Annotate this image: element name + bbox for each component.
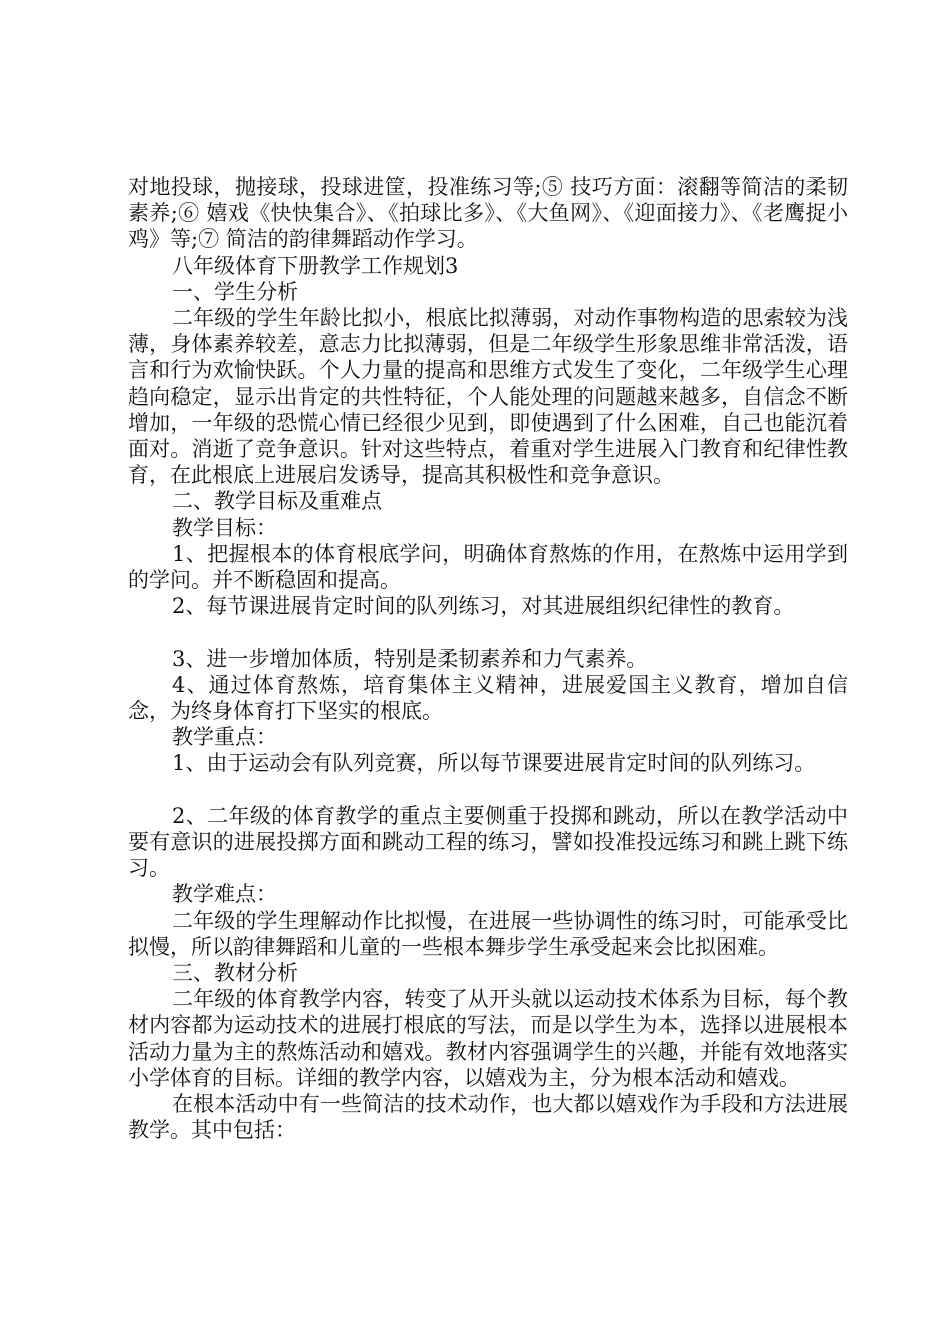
document-body	[128, 174, 848, 1143]
section-heading-goals: 二、教学目标及重难点	[172, 489, 382, 514]
goal-item-4: 4、通过体育熬炼，培育集体主义精神，进展爱国主义教育，增加自信念，为终身体育打下坚实的根底。	[128, 672, 848, 724]
subheading-teaching-goals: 教学目标：	[172, 515, 277, 540]
document-title: 八年级体育下册教学工作规划3	[172, 253, 459, 278]
goal-item-2: 2、每节课进展肯定时间的队列练习，对其进展组织纪律性的教育。	[172, 594, 795, 619]
paragraph-student-analysis: 二年级的学生年龄比拟小，根底比拟薄弱，对动作事物构造的思索较为浅薄，身体素养较差，意志力比拟薄弱，但是二年级学生形象思维非常活泼，语言和行为欢愉快跃。个人力量的提高和思维方式发生了变化，二年级学生心理趋向稳定，显示出肯定的共性特征，个人能处理的问题越来越多，自信念不断增加，一年级的恐慌心情已经很少见到，即使遇到了什么困难，自己也能沉着面对。消逝了竞争意识。针对这些特点，着重对学生进展入门教育和纪律性教育，在此根底上进展启发诱导，提高其积极性和竞争意识。	[128, 306, 848, 488]
paragraph-basic-activities: 在根本活动中有一些简洁的技术动作，也大都以嬉戏作为手段和方法进展教学。其中包括：	[128, 1092, 848, 1143]
section-heading-materials: 三、教材分析	[172, 961, 298, 986]
subheading-difficulties: 教学难点：	[172, 882, 277, 907]
blank-line	[128, 777, 848, 803]
paragraph-difficulties: 二年级的学生理解动作比拟慢，在进展一些协调性的练习时，可能承受比拟慢，所以韵律舞蹈和儿童的一些根本舞步学生承受起来会比拟困难。	[128, 908, 848, 959]
goal-item-3: 3、进一步增加体质，特别是柔韧素养和力气素养。	[172, 646, 648, 671]
subheading-key-points: 教学重点：	[172, 725, 277, 750]
section-heading-student-analysis: 一、学生分析	[172, 279, 298, 304]
goal-item-1: 1、把握根本的体育根底学问，明确体育熬炼的作用，在熬炼中运用学到的学问。并不断稳固和提高。	[128, 541, 848, 593]
paragraph-continuation: 对地投球，抛接球，投球进筐，投准练习等;⑤ 技巧方面：滚翻等简洁的柔韧素养;⑥ 嬉戏《快快集合》、《拍球比多》、《大鱼网》、《迎面接力》、《老鹰捉小鸡》等;⑦ 简洁的韵律舞蹈动作学习。	[128, 175, 848, 252]
blank-line	[128, 619, 848, 645]
paragraph-materials-analysis: 二年级的体育教学内容，转变了从开头就以运动技术体系为目标，每个教材内容都为运动技术的进展打根底的写法，而是以学生为本，选择以进展根本活动力量为主的熬炼活动和嬉戏。教材内容强调学生的兴趣，并能有效地落实小学体育的目标。详细的教学内容，以嬉戏为主，分为根本活动和嬉戏。	[128, 987, 848, 1090]
key-point-1: 1、由于运动会有队列竞赛，所以每节课要进展肯定时间的队列练习。	[172, 751, 816, 776]
key-point-2: 2、二年级的体育教学的重点主要侧重于投掷和跳动，所以在教学活动中要有意识的进展投掷方面和跳动工程的练习，譬如投准投远练习和跳上跳下练习。	[128, 803, 848, 881]
